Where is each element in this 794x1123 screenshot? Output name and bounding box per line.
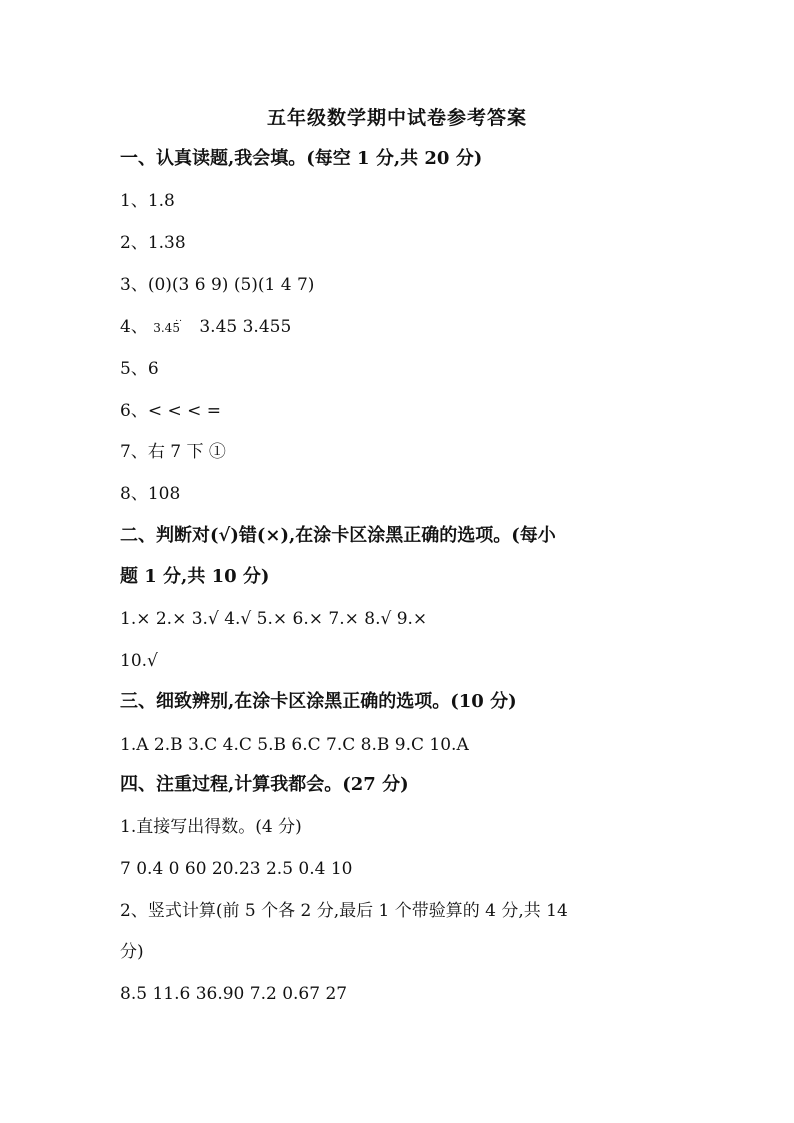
section-2-heading-line-2: 题 1 分,共 10 分) (120, 566, 270, 587)
section-1-item-4-label: 4、 (120, 317, 148, 337)
section-4-sub-2-line-1: 2、竖式计算(前 5 个各 2 分,最后 1 个带验算的 4 分,共 14 (120, 901, 568, 921)
recurring-dots: .. (175, 314, 183, 324)
section-4-sub-1: 1.直接写出得数。(4 分) (120, 817, 302, 837)
section-1-heading: 一、认真读题,我会填。(每空 1 分,共 20 分) (120, 148, 483, 169)
section-1-item-3: 3、(0)(3 6 9) (5)(1 4 7) (120, 275, 315, 295)
section-4-sub-1-answers: 7 0.4 0 60 20.23 2.5 0.4 10 (120, 859, 353, 879)
section-1-item-1: 1、1.8 (120, 191, 175, 211)
section-4-sub-2-line-2: 分) (120, 942, 144, 962)
section-1-item-4 (120, 312, 680, 343)
recurring-decimal-base: 3.45 (153, 321, 180, 335)
recurring-decimal (153, 313, 183, 343)
page-title: 五年级数学期中试卷参考答案 (266, 107, 527, 129)
section-1-item-4-rest: 3.45 3.455 (199, 317, 292, 337)
section-1-item-7: 7、右 7 下 ① (120, 442, 226, 462)
section-4-sub-2-answers: 8.5 11.6 36.90 7.2 0.67 27 (120, 984, 348, 1004)
section-1-item-8: 8、108 (120, 484, 181, 504)
section-3-heading: 三、细致辨别,在涂卡区涂黑正确的选项。(10 分) (120, 691, 517, 712)
section-1-item-5: 5、6 (120, 359, 159, 379)
section-4-heading: 四、注重过程,计算我都会。(27 分) (120, 774, 409, 795)
section-1-item-6: 6、< < < = (120, 401, 222, 421)
section-2-heading-line-1: 二、判断对(√)错(×),在涂卡区涂黑正确的选项。(每小 (120, 525, 556, 546)
section-2-answers-line-2: 10.√ (120, 651, 158, 671)
section-1-item-2: 2、1.38 (120, 233, 186, 253)
section-2-answers-line-1: 1.× 2.× 3.√ 4.√ 5.× 6.× 7.× 8.√ 9.× (120, 609, 428, 629)
section-3-answers: 1.A 2.B 3.C 4.C 5.B 6.C 7.C 8.B 9.C 10.A (120, 735, 469, 755)
